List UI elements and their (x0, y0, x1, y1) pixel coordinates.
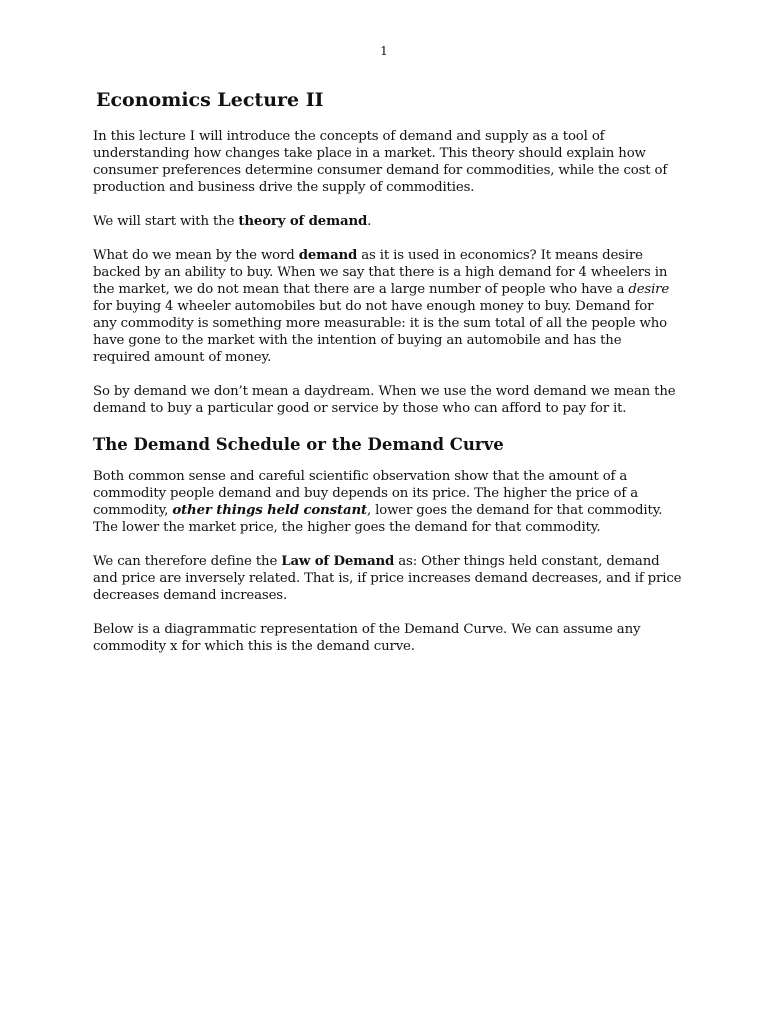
text-line: production and business drive the supply of commodities. (93, 180, 475, 195)
law-of-demand-paragraph (93, 553, 682, 604)
document-title: Economics Lecture II (96, 89, 324, 111)
text-line: Below is a diagrammatic representation of the Demand Curve. We can assume any (93, 622, 641, 637)
text-line: Both common sense and careful scientific observation show that the amount of a (93, 469, 628, 484)
text-line: decreases demand increases. (93, 588, 288, 603)
text-line (93, 553, 677, 570)
text-run: We can therefore define the (93, 554, 282, 569)
text-line: required amount of money. (93, 350, 272, 365)
text-line: have gone to the market with the intention of buying an automobile and has the (93, 333, 622, 348)
text-line (93, 281, 677, 298)
text-run: as: Other things held constant, demand (394, 554, 660, 569)
section-heading: The Demand Schedule or the Demand Curve (93, 435, 504, 454)
text-run: as it is used in economics? It means desire (357, 248, 643, 263)
bold-term: theory of demand (238, 214, 368, 229)
text-run: . (367, 214, 372, 229)
demand-meaning-paragraph (93, 247, 677, 366)
text-line: The lower the market price, the higher goes the demand for that commodity. (93, 520, 601, 535)
text-line: understanding how changes take place in a market. This theory should explain how (93, 146, 646, 161)
common-sense-paragraph (93, 468, 677, 536)
text-run: We will start with the (93, 214, 239, 229)
italic-term: desire (628, 282, 670, 297)
text-line: commodity x for which this is the demand curve. (93, 639, 415, 654)
text-line: consumer preferences determine consumer demand for commodities, while the cost of (93, 163, 668, 178)
text-line: backed by an ability to buy. When we say that there is a high demand for 4 wheelers in (93, 265, 668, 280)
document-body (93, 88, 682, 672)
page-number: 1 (380, 44, 388, 58)
bold-term: Law of Demand (281, 554, 395, 569)
text-line: demand to buy a particular good or service by those who can afford to pay for it. (93, 401, 627, 416)
daydream-paragraph (93, 383, 677, 417)
bold-italic-term: other things held constant (172, 503, 367, 518)
text-line: any commodity is something more measurable: it is the sum total of all the people who (93, 316, 668, 331)
text-line (93, 247, 677, 264)
intro-paragraph (93, 128, 677, 196)
text-line: In this lecture I will introduce the concepts of demand and supply as a tool of (93, 129, 605, 144)
text-run: the market, we do not mean that there are a large number of people who have a (93, 282, 629, 297)
text-run: What do we mean by the word (93, 248, 299, 263)
text-line: for buying 4 wheeler automobiles but do not have enough money to buy. Demand for (93, 299, 654, 314)
text-line (93, 213, 677, 230)
text-line: commodity people demand and buy depends on its price. The higher the price of a (93, 486, 639, 501)
text-line: and price are inversely related. That is, if price increases demand decreases, and if price (93, 571, 682, 586)
text-run: , lower goes the demand for that commodity. (366, 503, 663, 518)
diagram-intro-paragraph (93, 621, 677, 655)
text-line: So by demand we don’t mean a daydream. When we use the word demand we mean the (93, 384, 676, 399)
text-line (93, 502, 677, 519)
theory-of-demand-paragraph (93, 213, 677, 230)
text-run: commodity, (93, 503, 173, 518)
bold-term: demand (298, 248, 358, 263)
